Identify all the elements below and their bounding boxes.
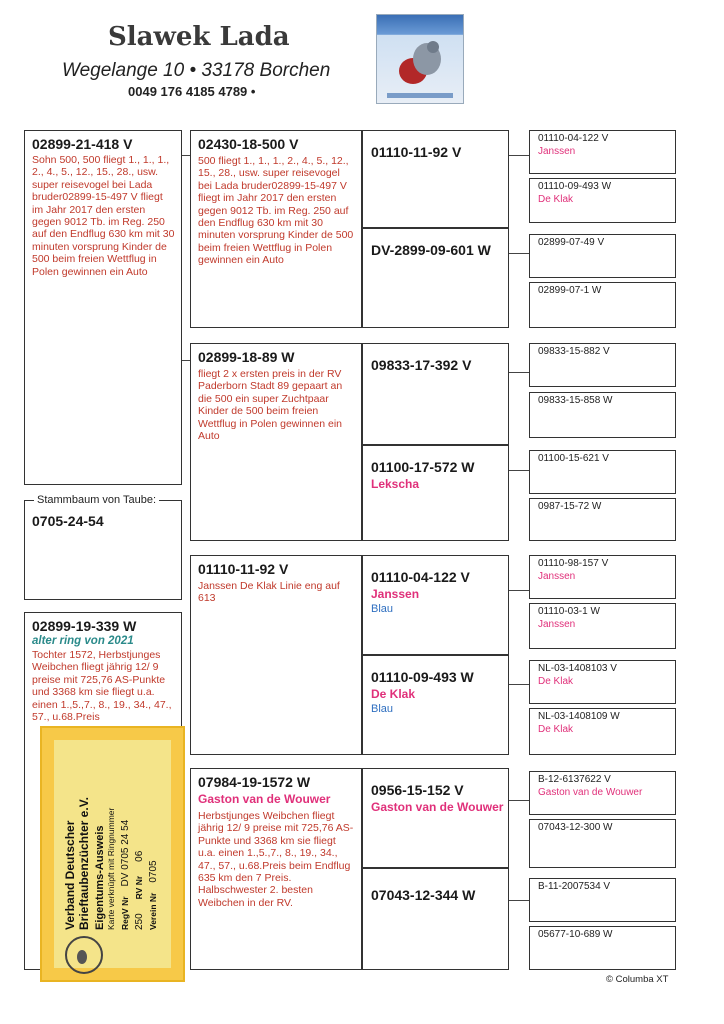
gen4-box[interactable] [529, 660, 676, 704]
gen4-box[interactable] [529, 819, 676, 868]
gen4-ring: B-12-6137622 V [538, 774, 611, 785]
gen3-box[interactable] [362, 130, 509, 228]
sire-sire-ring: 02430-18-500 V [198, 136, 299, 152]
gen4-ring: 02899-07-49 V [538, 237, 605, 248]
dam-dam-note: Herbstjunges Weibchen fliegt jährig 12/ 9 preise mit 725,76 AS-Punkte und 3368 km sie fliegt u.a. einen 1.,5.,7., 8., 19., 34., 47., 57., u.68.Preis beim Endflug 635 km den 7 Preis. Halbschwester 2. besten Weibchen in der RV. [198, 810, 354, 909]
gen4-box[interactable] [529, 450, 676, 494]
dam-sire-note: Janssen De Klak Linie eng auf 613 [198, 580, 340, 605]
gen3-box[interactable] [362, 655, 509, 755]
gen3-ring: 01110-04-122 V [371, 569, 470, 585]
subject-ring: 0705-24-54 [32, 513, 104, 529]
gen4-box[interactable] [529, 498, 676, 541]
gen3-strain: Janssen [371, 587, 420, 601]
gen3-ring: 07043-12-344 W [371, 887, 476, 903]
gen4-box[interactable] [529, 392, 676, 438]
breeder-phone: 0049 176 4185 4789 • [128, 84, 256, 99]
gen4-ring: NL-03-1408103 V [538, 663, 617, 674]
gen4-strain: De Klak [538, 676, 574, 687]
gen3-ring: DV-2899-09-601 W [371, 242, 491, 258]
gen3-box[interactable] [362, 343, 509, 445]
ownership-card [40, 726, 185, 982]
gen3-strain: De Klak [371, 687, 416, 701]
gen4-ring: 05677-10-689 W [538, 929, 613, 940]
gen4-ring: 07043-12-300 W [538, 822, 613, 833]
pigeon-icon [377, 15, 463, 103]
gen4-ring: 09833-15-858 W [538, 395, 613, 406]
card-subtitle: Karte verknüpft mit Ringnummer [105, 807, 116, 930]
dam-sire-box[interactable] [190, 555, 362, 755]
gen4-box[interactable] [529, 234, 676, 278]
gen3-box[interactable] [362, 768, 509, 868]
dam-note: Tochter 1572, Herbstjunges Weibchen fliegt jährig 12/ 9 preise mit 725,76 AS-Punkte und 3368 km sie fliegt u.a. einen 1.,5.,7., 8., 19., 34., 47., 57., u.68.Preis [32, 649, 172, 724]
sire-box[interactable] [24, 130, 182, 485]
gen4-strain: Janssen [538, 571, 576, 582]
gen4-box[interactable] [529, 603, 676, 649]
card-regv-value: 250 [133, 913, 145, 930]
dam-dam-ring: 07984-19-1572 W [198, 774, 311, 790]
subject-box[interactable] [24, 500, 182, 600]
gen3-strain: Gaston van de Wouwer [371, 800, 504, 814]
card-org-line2: Brieftaubenzüchter e.V. [76, 797, 91, 930]
sire-ring: 02899-21-418 V [32, 136, 133, 152]
dam-dam-box[interactable] [190, 768, 362, 970]
gen4-box[interactable] [529, 178, 676, 223]
gen4-box[interactable] [529, 555, 676, 599]
gen3-box[interactable] [362, 445, 509, 541]
gen4-ring: 02899-07-1 W [538, 285, 602, 296]
gen4-box[interactable] [529, 130, 676, 174]
dam-sire-ring: 01110-11-92 V [198, 561, 289, 577]
ownership-card-content [63, 734, 163, 974]
gen3-color: Blau [371, 603, 394, 615]
sire-note: Sohn 500, 500 fliegt 1., 1., 1., 2., 4., 5., 12., 15., 28., usw. super reisevogel bei Lada bruder02899-15-497 V fliegt im Jahr 2017 den ersten gegen 9012 Tb. im Reg. 250 auf den Endflug 630 km mit 30 minuten vorsprung Kinder de 500 beim freien Wettflug in Polen gewinnen ein Auto [32, 154, 175, 278]
breeder-name: Slawek Lada [108, 22, 290, 52]
sire-dam-note: fliegt 2 x ersten preis in der RV Paderborn Stadt 89 gepaart an die 500 ein super Zuchtpaar Kinder de 500 beim freien Wettflug in Polen gewinnen ein Auto [198, 368, 343, 443]
gen4-box[interactable] [529, 708, 676, 755]
gen4-ring: 01100-15-621 V [538, 453, 609, 464]
card-rv-header: RV Nr [133, 875, 144, 900]
gen4-ring: 01110-98-157 V [538, 558, 609, 569]
dam-dam-strain: Gaston van de Wouwer [198, 792, 331, 806]
gen3-ring: 01110-09-493 W [371, 669, 474, 685]
gen4-ring: B-11-2007534 V [538, 881, 611, 892]
gen4-ring: 01110-09-493 W [538, 181, 612, 192]
card-title: Eigentums-Ausweis [93, 825, 106, 930]
gen4-strain: De Klak [538, 724, 574, 735]
sire-sire-note: 500 fliegt 1., 1., 1., 2., 4., 5., 12., 15., 28., usw. super reisevogel bei Lada bruder02899-15-497 V fliegt im Jahr 2017 den ersten gegen 9012 Tb. im Reg. 250 auf den Endflug 630 km mit 30 minuten vorsprung Kinder de 500 beim freien Wettflug in Polen gewinnen ein Auto [198, 155, 354, 267]
card-verein-value: 0705 [147, 860, 159, 883]
card-regv-header: RegV Nr [119, 896, 130, 930]
vdb-logo-icon [65, 936, 103, 974]
gen3-ring: 09833-17-392 V [371, 357, 472, 373]
gen3-box[interactable] [362, 228, 509, 328]
gen4-ring: 01110-04-122 V [538, 133, 609, 144]
gen4-box[interactable] [529, 343, 676, 387]
gen4-ring: 09833-15-882 V [538, 346, 610, 357]
gen4-strain: Janssen [538, 619, 576, 630]
gen4-strain: Gaston van de Wouwer [538, 787, 643, 798]
copyright-footer: © Columba XT [606, 974, 669, 985]
gen3-ring: 0956-15-152 V [371, 782, 464, 798]
dam-alt-ring: alter ring von 2021 [32, 635, 134, 647]
dam-ring: 02899-19-339 W [32, 618, 137, 634]
gen4-strain: Janssen [538, 146, 576, 157]
card-ring-number: DV 0705 24 54 [119, 819, 131, 887]
gen3-strain: Lekscha [371, 477, 420, 491]
gen4-box[interactable] [529, 282, 676, 328]
gen4-strain: De Klak [538, 194, 574, 205]
subject-label: Stammbaum von Taube: [34, 494, 159, 506]
gen4-ring: 01110-03-1 W [538, 606, 600, 617]
gen4-box[interactable] [529, 771, 676, 815]
sire-dam-ring: 02899-18-89 W [198, 349, 295, 365]
gen3-ring: 01100-17-572 W [371, 459, 475, 475]
card-rv-value: 06 [133, 850, 145, 862]
card-verein-header: Verein Nr [147, 892, 158, 930]
gen4-ring: 0987-15-72 W [538, 501, 602, 512]
breeder-address: Wegelange 10 • 33178 Borchen [62, 60, 331, 81]
gen4-box[interactable] [529, 926, 676, 970]
sire-dam-box[interactable] [190, 343, 362, 541]
gen3-ring: 01110-11-92 V [371, 144, 462, 160]
gen3-box[interactable] [362, 555, 509, 655]
magazine-cover-image [376, 14, 464, 104]
sire-sire-box[interactable] [190, 130, 362, 328]
ownership-card-inner [54, 740, 171, 968]
card-org-line1: Verband Deutscher [62, 820, 77, 930]
gen4-box[interactable] [529, 878, 676, 922]
gen3-box[interactable] [362, 868, 509, 970]
gen4-ring: NL-03-1408109 W [538, 711, 620, 722]
gen3-color: Blau [371, 703, 394, 715]
